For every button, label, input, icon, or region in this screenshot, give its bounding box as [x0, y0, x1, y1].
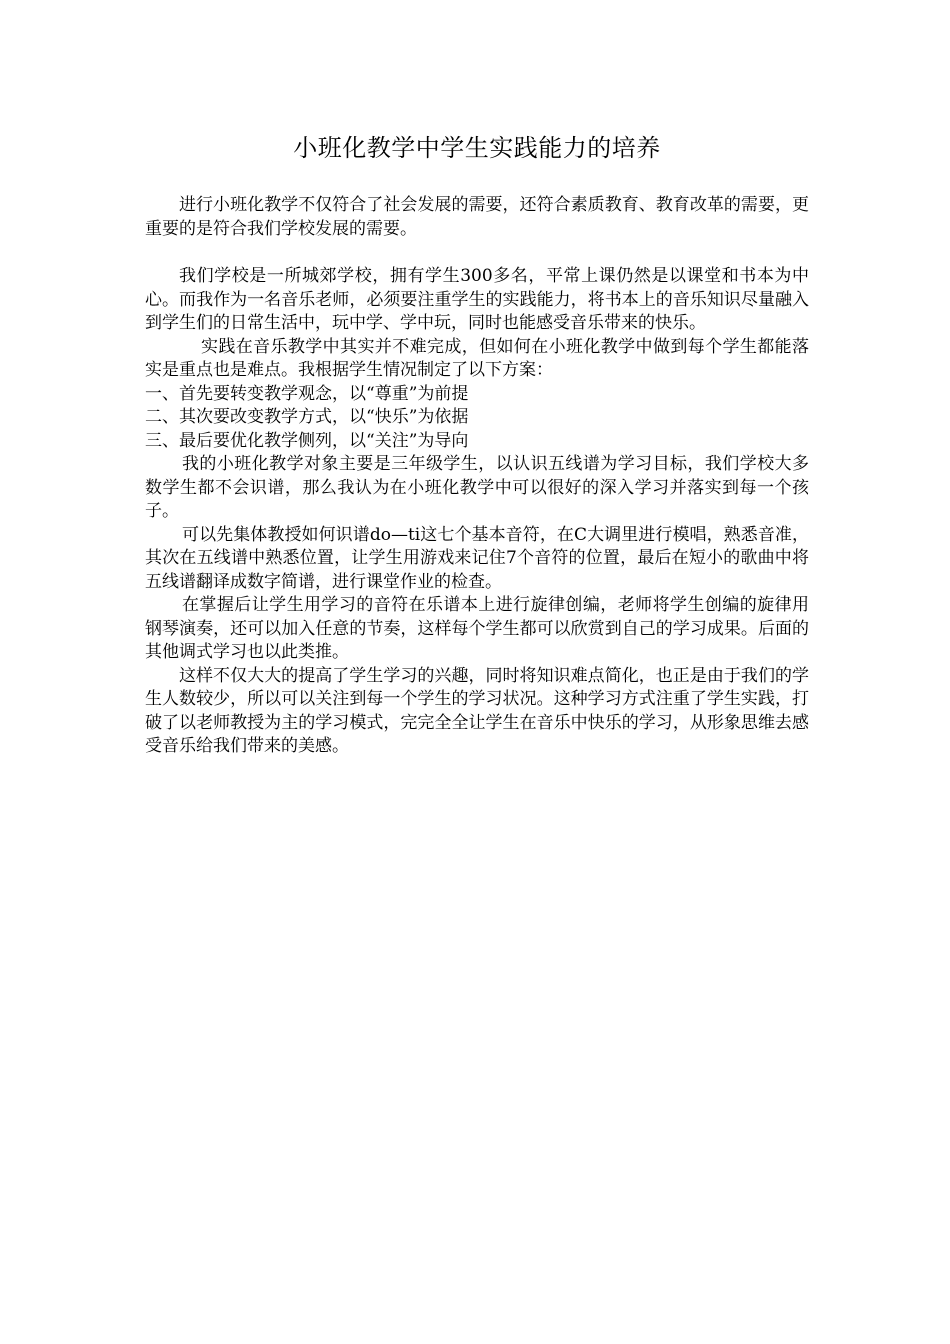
paragraph-practice: 实践在音乐教学中其实并不难完成，但如何在小班化教学中做到每个学生都能落实是重点也是难点。我根据学生情况制定了以下方案：	[145, 336, 809, 380]
paragraph-conclusion: 这样不仅大大的提高了学生学习的兴趣，同时将知识难点简化，也正是由于我们的学生人数较少，所以可以关注到每一个学生的学习状况。这种学习方式注重了学生实践，打破了以老师教授为主的学习模式，完完全全让学生在音乐中快乐的学习，从形象思维去感受音乐给我们带来的美感。	[145, 665, 809, 756]
list-item-happy: 二、其次要改变教学方式，以“快乐”为依据	[145, 407, 469, 427]
paragraph-school: 我们学校是一所城郊学校，拥有学生300多名，平常上课仍然是以课堂和书本为中心。而我作为一名音乐老师，必须要注重学生的实践能力，将书本上的音乐知识尽量融入到学生们的日常生活中，玩中学、学中玩，同时也能感受音乐带来的快乐。	[145, 266, 809, 333]
paragraph-creation: 在掌握后让学生用学习的音符在乐谱本上进行旋律创编，老师将学生创编的旋律用钢琴演奏，还可以加入任意的节奏，这样每个学生都可以欣赏到自己的学习成果。后面的其他调式学习也以此类推。	[145, 595, 809, 662]
document-title: 小班化教学中学生实践能力的培养	[293, 134, 661, 162]
paragraph-method: 可以先集体教授如何识谱do—ti这七个基本音符，在C大调里进行模唱，熟悉音准，其次在五线谱中熟悉位置，让学生用游戏来记住7个音符的位置，最后在短小的歌曲中将五线谱翻译成数字简谱，进行课堂作业的检查。	[145, 524, 809, 592]
paragraph-intro: 进行小班化教学不仅符合了社会发展的需要，还符合素质教育、教育改革的需要，更重要的是符合我们学校发展的需要。	[145, 195, 809, 239]
list-item-respect: 一、首先要转变教学观念，以“尊重”为前提	[145, 383, 469, 404]
paragraph-target: 我的小班化教学对象主要是三年级学生，以认识五线谱为学习目标，我们学校大多数学生都不会识谱，那么我认为在小班化教学中可以很好的深入学习并落实到每一个孩子。	[145, 454, 809, 521]
document-page	[145, 130, 809, 759]
list-item-attention: 三、最后要优化教学侧列，以“关注”为导向	[145, 430, 469, 451]
